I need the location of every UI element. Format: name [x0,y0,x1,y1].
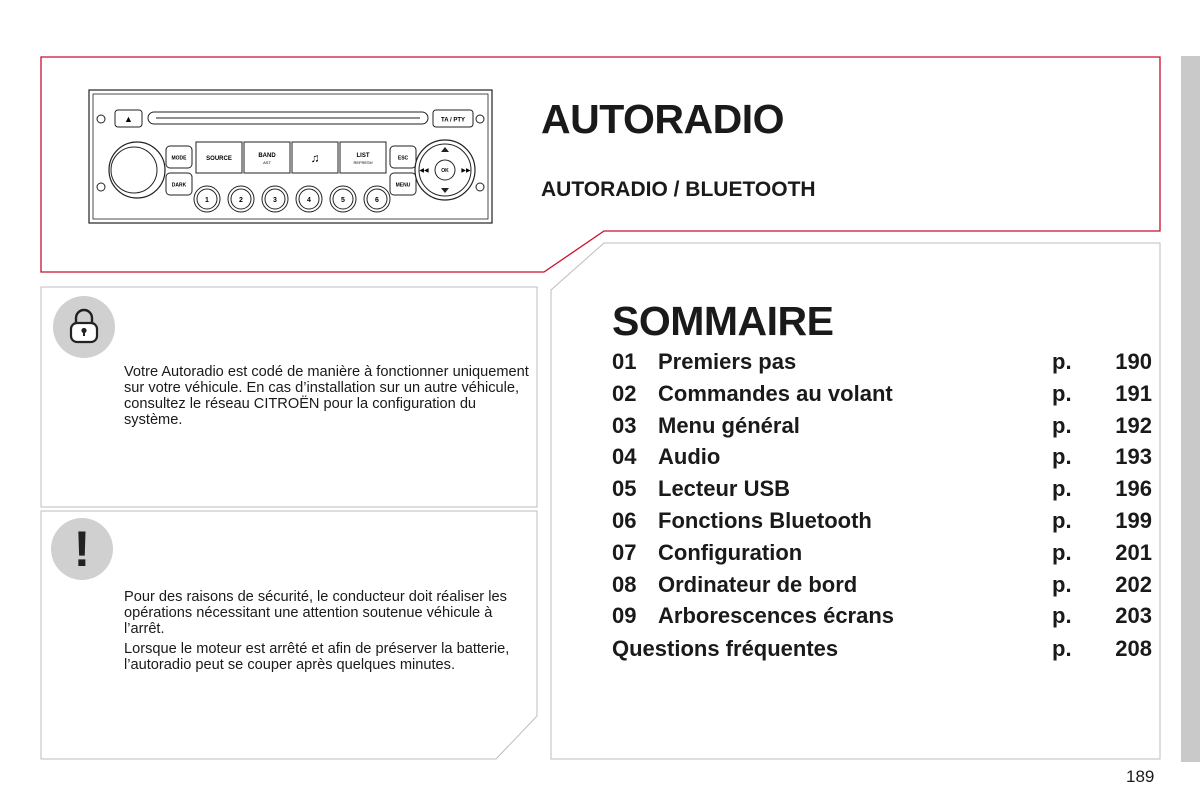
toc-row-faq[interactable] [612,636,1152,668]
preset-2: 2 [239,197,243,204]
toc-page-number: 202 [1115,571,1152,597]
toc-page-prefix: p. [1052,571,1072,597]
source-label: SOURCE [206,156,232,162]
toc-label: Fonctions Bluetooth [658,507,872,533]
mode-label: MODE [171,155,187,162]
lock-badge [53,296,115,358]
preset-5: 5 [341,197,345,204]
toc-page-number: 191 [1115,380,1152,406]
toc-page-number: 203 [1115,603,1152,629]
toc-page-prefix: p. [1052,412,1072,438]
toc-row-05[interactable] [612,476,1152,508]
table-of-contents [612,349,1152,668]
toc-page-number: 201 [1115,539,1152,565]
list-sub-label: REFRESH [353,160,373,165]
toc-page-prefix: p. [1052,380,1072,406]
toc-number: 07 [612,539,637,565]
toc-label: Menu général [658,412,800,438]
preset-6: 6 [375,197,379,204]
esc-label: ESC [397,155,409,162]
volume-knob [111,147,157,193]
toc-label: Arborescences écrans [658,603,895,629]
toc-number: 09 [612,603,637,629]
toc-row-09[interactable] [612,603,1152,635]
music-note-icon: ♫ [310,151,320,165]
band-label: BAND [258,153,276,159]
toc-page-prefix: p. [1052,476,1072,502]
toc-page-prefix: p. [1052,349,1072,374]
toc-label: Commandes au volant [658,380,893,406]
page-subtitle: AUTORADIO / BLUETOOTH [541,178,816,201]
band-sub-label: AST [263,160,271,165]
toc-page-prefix: p. [1052,636,1072,662]
warning-badge [51,518,113,580]
toc-page-prefix: p. [1052,539,1072,565]
radio-illustration [88,89,493,224]
exclamation-icon: ! [73,521,91,577]
menu-label: MENU [395,182,411,189]
toc-row-02[interactable] [612,381,1152,413]
toc-number: 08 [612,571,637,597]
toc-number: 04 [612,444,637,470]
note-lock-paragraph: Votre Autoradio est codé de manière à fonctionner uniquement sur votre véhicule. En cas d’installation sur un autre véhicule, consultez le réseau CITROËN pour la configuration du système. [124,364,529,428]
note-warning-paragraph-1: Pour des raisons de sécurité, le conducteur doit réaliser les opérations nécessitant une attention soutenue véhicule à l’arrêt. [124,589,507,637]
toc-page-number: 208 [1115,636,1152,662]
toc-row-03[interactable] [612,413,1152,445]
preset-3: 3 [273,197,277,204]
toc-label: Lecteur USB [658,476,791,502]
toc-label: Premiers pas [658,349,797,374]
toc-row-06[interactable] [612,508,1152,540]
toc-label: Questions fréquentes [612,636,839,662]
toc-page-prefix: p. [1052,507,1072,533]
toc-label: Configuration [658,539,803,565]
toc-page-number: 192 [1115,412,1152,438]
preset-4: 4 [307,197,311,204]
toc-number: 03 [612,412,637,438]
toc-row-07[interactable] [612,540,1152,572]
preset-1: 1 [205,197,209,204]
toc-page-number: 193 [1115,444,1152,470]
page-number: 189 [1126,767,1155,786]
note-lock-text [124,364,534,432]
toc-number: 05 [612,476,637,502]
dark-label: DARK [171,182,187,189]
nav-right-icon: ▶▶ [461,168,471,174]
eject-icon: ▲ [124,114,133,124]
toc-label: Audio [658,444,721,470]
list-label: LIST [356,153,370,159]
toc-page-prefix: p. [1052,444,1072,470]
toc-page-number: 199 [1115,507,1152,533]
toc-page-prefix: p. [1052,603,1072,629]
toc-number: 02 [612,380,637,406]
toc-number: 01 [612,349,637,374]
nav-left-icon: ◀◀ [419,168,429,174]
summary-title: SOMMAIRE [612,298,834,344]
note-warning-text [124,589,534,677]
toc-page-number: 196 [1115,476,1152,502]
toc-row-04[interactable] [612,444,1152,476]
ok-label: OK [441,168,449,174]
note-warning-paragraph-2: Lorsque le moteur est arrêté et afin de préserver la batterie, l’autoradio peut se couper après quelques minutes. [124,641,510,673]
toc-number: 06 [612,507,637,533]
ta-pty-label: TA / PTY [441,117,465,124]
toc-row-01[interactable] [612,349,1152,381]
side-tab-strip [1181,56,1200,762]
toc-label: Ordinateur de bord [658,571,858,597]
lock-icon [53,296,115,358]
toc-row-08[interactable] [612,572,1152,604]
page-title: AUTORADIO [541,96,785,142]
toc-page-number: 190 [1115,349,1152,374]
